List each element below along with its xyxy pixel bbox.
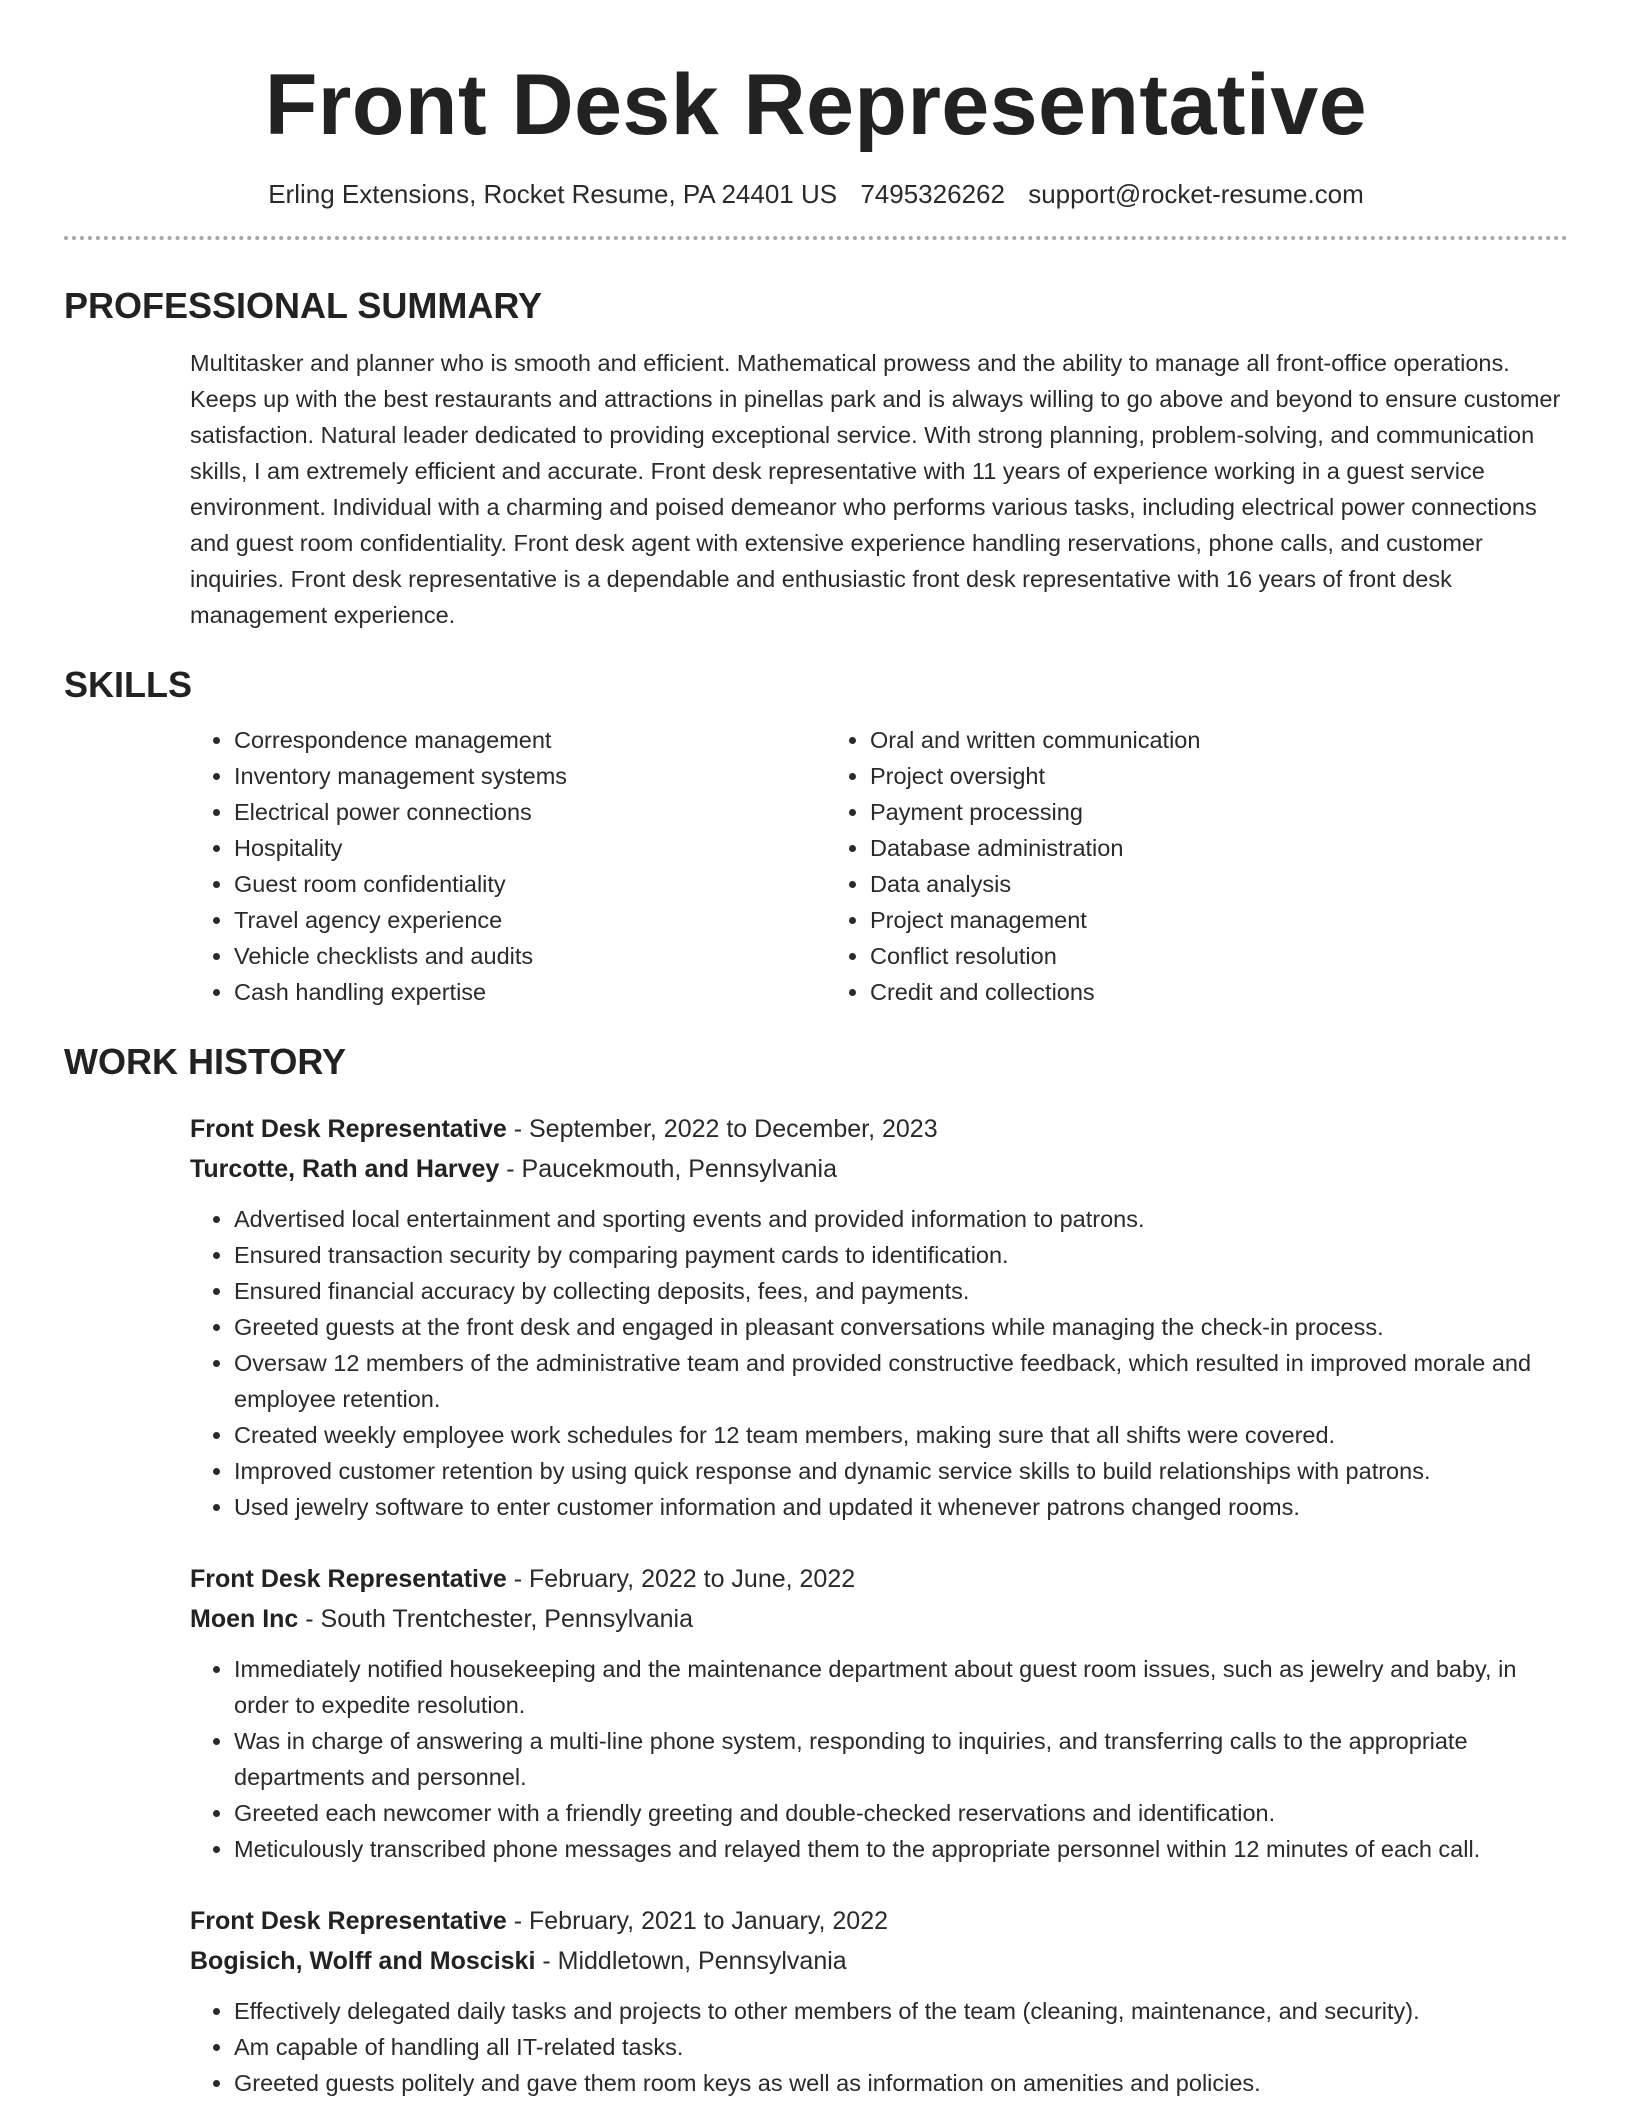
skill-item: • Electrical power connections xyxy=(234,794,826,830)
skills-list xyxy=(190,722,1568,1010)
skill-item: • Hospitality xyxy=(234,830,826,866)
skill-item: • Conflict resolution xyxy=(870,938,1462,974)
skill-item: • Guest room confidentiality xyxy=(234,866,826,902)
job-location: - Middletown, Pennsylvania xyxy=(535,1947,847,1976)
job-company-line xyxy=(190,1941,1568,1981)
job-bullet: • Advertised local entertainment and sporting events and provided information to patrons. xyxy=(234,1201,1568,1237)
job-role: Front Desk Representative xyxy=(190,1907,507,1936)
skills-column-right xyxy=(826,722,1462,1010)
job-location: - South Trentchester, Pennsylvania xyxy=(298,1605,694,1634)
resume-name: Front Desk Representative xyxy=(264,57,1368,153)
skill-item: • Correspondence management xyxy=(234,722,826,758)
skill-item: • Travel agency experience xyxy=(234,902,826,938)
skill-item: • Oral and written communication xyxy=(870,722,1462,758)
section-title-summary: PROFESSIONAL SUMMARY xyxy=(64,284,543,326)
job-bullet: • Am capable of handling all IT-related tasks. xyxy=(234,2029,1568,2065)
skill-item: • Cash handling expertise xyxy=(234,974,826,1010)
header-divider xyxy=(64,236,1568,240)
skill-item: • Project management xyxy=(870,902,1462,938)
contact-email: support@rocket-resume.com xyxy=(1028,178,1364,209)
job-company-line xyxy=(190,1149,1568,1189)
job-bullet: • Greeted each newcomer with a friendly greeting and double-checked reservations and identification. xyxy=(234,1795,1568,1831)
job-location: - Paucekmouth, Pennsylvania xyxy=(499,1155,838,1184)
job-company: Turcotte, Rath and Harvey xyxy=(190,1155,500,1184)
job-bullet: • Immediately notified housekeeping and the maintenance department about guest room issues, such as jewelry and baby, in order to expedite resolution. xyxy=(234,1651,1568,1723)
job-role: Front Desk Representative xyxy=(190,1115,507,1144)
job-dates: - September, 2022 to December, 2023 xyxy=(506,1115,938,1144)
skill-item: • Data analysis xyxy=(870,866,1462,902)
skill-item: • Vehicle checklists and audits xyxy=(234,938,826,974)
contact-line xyxy=(64,179,1568,210)
job-bullet: • Created weekly employee work schedules for 12 team members, making sure that all shifts were covered. xyxy=(234,1417,1568,1453)
job-entry xyxy=(190,1901,1568,2101)
job-bullets xyxy=(190,1201,1568,1525)
job-bullet: • Greeted guests politely and gave them room keys as well as information on amenities and policies. xyxy=(234,2065,1568,2101)
job-bullet: • Ensured financial accuracy by collecting deposits, fees, and payments. xyxy=(234,1273,1568,1309)
contact-address: Erling Extensions, Rocket Resume, PA 24401 US xyxy=(268,178,838,209)
skills-column-left xyxy=(190,722,826,1010)
resume-page xyxy=(64,0,1568,2101)
job-entry xyxy=(190,1559,1568,1867)
job-bullet: • Effectively delegated daily tasks and projects to other members of the team (cleaning, maintenance, and security). xyxy=(234,1993,1568,2029)
job-company-line xyxy=(190,1599,1568,1639)
job-bullets xyxy=(190,1993,1568,2101)
skill-item: • Database administration xyxy=(870,830,1462,866)
job-bullet: • Ensured transaction security by comparing payment cards to identification. xyxy=(234,1237,1568,1273)
job-title-line xyxy=(190,1109,1568,1149)
job-company: Moen Inc xyxy=(190,1605,299,1634)
job-dates: - February, 2021 to January, 2022 xyxy=(506,1907,889,1936)
job-bullets xyxy=(190,1651,1568,1867)
summary-text: Multitasker and planner who is smooth and efficient. Mathematical prowess and the ability to manage all front-office operations. Keeps up with the best restaurants and attractions in pinellas park and is always willing to go above and beyond to ensure customer satisfaction. Natural leader dedicated to providing exceptional service. With strong planning, problem-solving, and communication skills, I am extremely efficient and accurate. Front desk representative with 11 years of experience working in a guest service environment. Individual with a charming and poised demeanor who performs various tasks, including electrical power connections and guest room confidentiality. Front desk agent with extensive experience handling reservations, phone calls, and customer inquiries. Front desk representative is a dependable and enthusiastic front desk representative with 16 years of front desk management experience. xyxy=(190,349,1561,628)
job-bullet: • Improved customer retention by using quick response and dynamic service skills to build relationships with patrons. xyxy=(234,1453,1568,1489)
job-bullet: • Meticulously transcribed phone messages and relayed them to the appropriate personnel within 12 minutes of each call. xyxy=(234,1831,1568,1867)
skill-item: • Credit and collections xyxy=(870,974,1462,1010)
job-bullet: • Used jewelry software to enter customer information and updated it whenever patrons changed rooms. xyxy=(234,1489,1568,1525)
job-dates: - February, 2022 to June, 2022 xyxy=(506,1565,856,1594)
job-title-line xyxy=(190,1559,1568,1599)
job-entry xyxy=(190,1109,1568,1525)
skill-item: • Inventory management systems xyxy=(234,758,826,794)
job-bullet: • Greeted guests at the front desk and engaged in pleasant conversations while managing the check-in process. xyxy=(234,1309,1568,1345)
section-title-work-history: WORK HISTORY xyxy=(64,1041,347,1083)
job-title-line xyxy=(190,1901,1568,1941)
skill-item: • Payment processing xyxy=(870,794,1462,830)
job-bullet: • Oversaw 12 members of the administrative team and provided constructive feedback, which resulted in improved morale and employee retention. xyxy=(234,1345,1568,1417)
job-role: Front Desk Representative xyxy=(190,1565,507,1594)
skill-item: • Project oversight xyxy=(870,758,1462,794)
job-company: Bogisich, Wolff and Mosciski xyxy=(190,1947,536,1976)
contact-phone: 7495326262 xyxy=(860,178,1005,209)
section-title-skills: SKILLS xyxy=(64,663,193,705)
job-bullet: • Was in charge of answering a multi-line phone system, responding to inquiries, and transferring calls to the appropriate departments and personnel. xyxy=(234,1723,1568,1795)
